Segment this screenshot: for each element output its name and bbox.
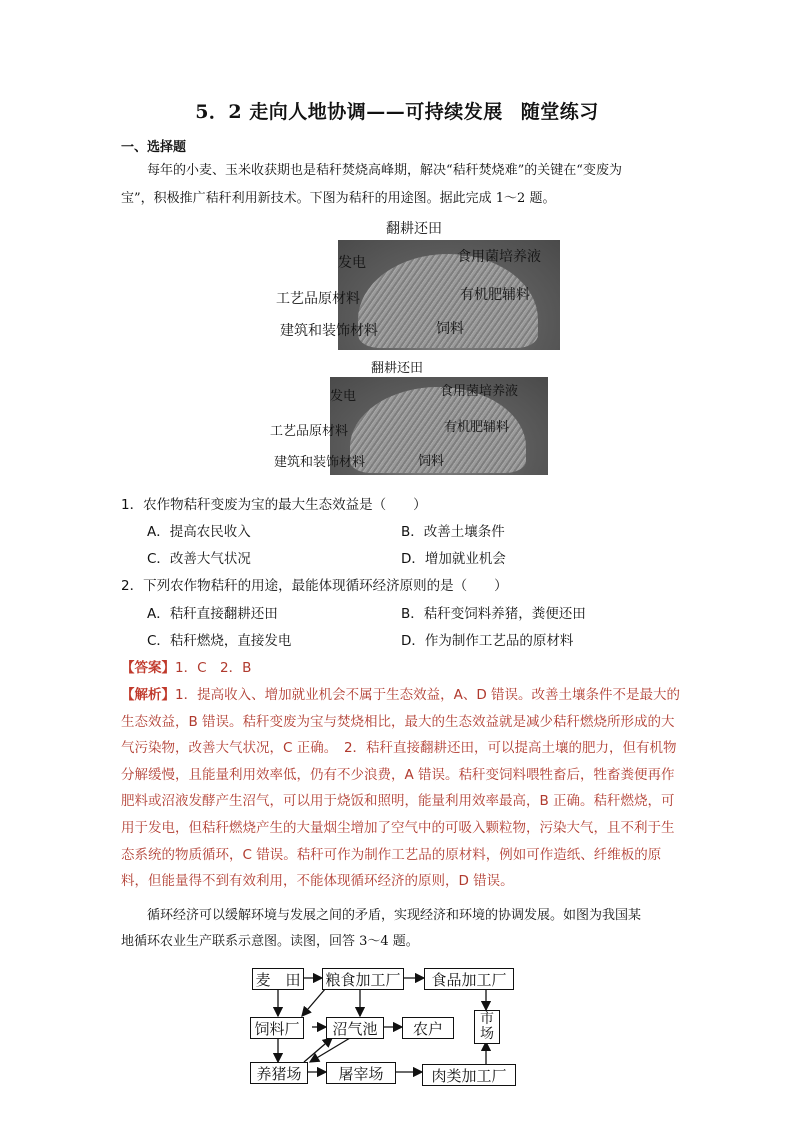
label-fert-1: 有机肥辅料 bbox=[460, 287, 530, 303]
arrow-yangzhu-zhaoqi bbox=[304, 1038, 332, 1062]
title-main: 5．2 走向人地协调——可持续发展 bbox=[195, 101, 503, 123]
node-nonghu: 农户 bbox=[402, 1017, 454, 1039]
straw-figure-2 bbox=[268, 357, 568, 475]
question-2-stem: 2．下列农作物秸秆的用途，最能体现循环经济原则的是（ ） bbox=[121, 578, 508, 594]
answer-tag: 【答案】 bbox=[121, 660, 175, 676]
label-fadian-1: 发电 bbox=[338, 255, 366, 271]
node-liangshi: 粮食加工厂 bbox=[322, 968, 404, 990]
label-build-2: 建筑和装饰材料 bbox=[274, 455, 366, 470]
q2-option-c: C．秸秆燃烧，直接发电 bbox=[147, 633, 292, 649]
page-title bbox=[0, 97, 794, 124]
q1-option-b: B．改善土壤条件 bbox=[401, 524, 505, 540]
intro-paragraph-2 bbox=[121, 903, 681, 955]
label-fangeng-2: 翻耕还田 bbox=[371, 361, 424, 376]
label-fadian-2: 发电 bbox=[330, 389, 357, 404]
section-heading: 一、选择题 bbox=[121, 140, 187, 155]
intro-line-2: 宝”，积极推广秸秆利用新技术。下图为秸秆的用途图。据此完成 1～2 题。 bbox=[121, 191, 556, 206]
label-edible-1: 食用菌培养液 bbox=[457, 249, 541, 265]
label-feed-2: 饲料 bbox=[418, 454, 445, 469]
node-roulei: 肉类加工厂 bbox=[422, 1064, 516, 1086]
q1-option-a: A．提高农民收入 bbox=[147, 524, 251, 540]
node-zhaoqi: 沼气池 bbox=[326, 1017, 384, 1039]
node-maitian: 麦 田 bbox=[252, 968, 304, 990]
node-shipin: 食品加工厂 bbox=[424, 968, 514, 990]
node-yangzhu: 养猪场 bbox=[250, 1062, 308, 1084]
node-siliao: 饲料厂 bbox=[250, 1017, 304, 1039]
straw-figure-1 bbox=[270, 218, 570, 350]
q1-option-d: D．增加就业机会 bbox=[401, 551, 506, 567]
label-fert-2: 有机肥辅料 bbox=[444, 420, 510, 435]
circular-agriculture-diagram bbox=[240, 960, 530, 1100]
q1-option-c: C．改善大气状况 bbox=[147, 551, 251, 567]
arrow-zhaoqi-yangzhu bbox=[310, 1038, 350, 1062]
answer-line bbox=[121, 656, 251, 676]
q2-option-b: B．秸秆变饲料养猪，粪便还田 bbox=[401, 606, 586, 622]
arrow-liangshi-siliao bbox=[302, 988, 326, 1016]
label-fangeng-1: 翻耕还田 bbox=[386, 221, 442, 237]
q2-option-a: A．秸秆直接翻耕还田 bbox=[147, 606, 278, 622]
para2-line-1: 循环经济可以缓解环境与发展之间的矛盾，实现经济和环境的协调发展。如图为我国某 bbox=[147, 908, 642, 923]
label-craft-1: 工艺品原材料 bbox=[276, 291, 360, 307]
para2-line-2: 地循环农业生产联系示意图。读图，回答 3～4 题。 bbox=[121, 934, 419, 949]
label-feed-1: 饲料 bbox=[436, 321, 464, 337]
label-craft-2: 工艺品原材料 bbox=[270, 424, 349, 439]
intro-line-1: 每年的小麦、玉米收获期也是秸秆焚烧高峰期，解决“秸秆焚烧难”的关键在“变废为 bbox=[147, 163, 622, 178]
label-edible-2: 食用菌培养液 bbox=[440, 384, 519, 399]
node-tuzai: 屠宰场 bbox=[326, 1062, 396, 1084]
node-shichang: 市场 bbox=[474, 1010, 500, 1044]
label-build-1: 建筑和装饰材料 bbox=[280, 323, 378, 339]
explanation-text: 1．提高收入、增加就业机会不属于生态效益，A、D 错误。改善土壤条件不是最大的生态效益，B 错误。秸秆变废为宝与焚烧相比，最大的生态效益就是减少秸秆燃烧所形成的大气污染物，改善大气状况，C 正确。 2．秸秆直接翻耕还田，可以提高土壤的肥力，但有机物分解缓慢，且能量利用效率低，仍有不少浪费，A 错误。秸秆变饲料喂牲畜后，牲畜粪便再作肥料或沼液发酵产生沼气，可以用于烧饭和照明，能量利用效率最高，B 正确。秸秆燃烧，可用于发电，但秸秆燃烧产生的大量烟尘增加了空气中的可吸入颗粒物，污染大气，且不利于生态系统的物质循环，C 错误。秸秆可作为制作工艺品的原材料，例如可作造纸、纤维板的原料，但能量得不到有效利用，不能体现循环经济的原则，D 错误。 bbox=[121, 687, 681, 890]
question-1-stem: 1．农作物秸秆变废为宝的最大生态效益是（ ） bbox=[121, 497, 427, 513]
answer-text: 1．C 2．B bbox=[175, 660, 252, 676]
title-sub: 随堂练习 bbox=[520, 101, 599, 123]
explanation-tag: 【解析】 bbox=[121, 687, 175, 703]
q2-option-d: D．作为制作工艺品的原材料 bbox=[401, 633, 574, 649]
explanation-block bbox=[121, 682, 681, 895]
intro-paragraph bbox=[121, 157, 681, 213]
